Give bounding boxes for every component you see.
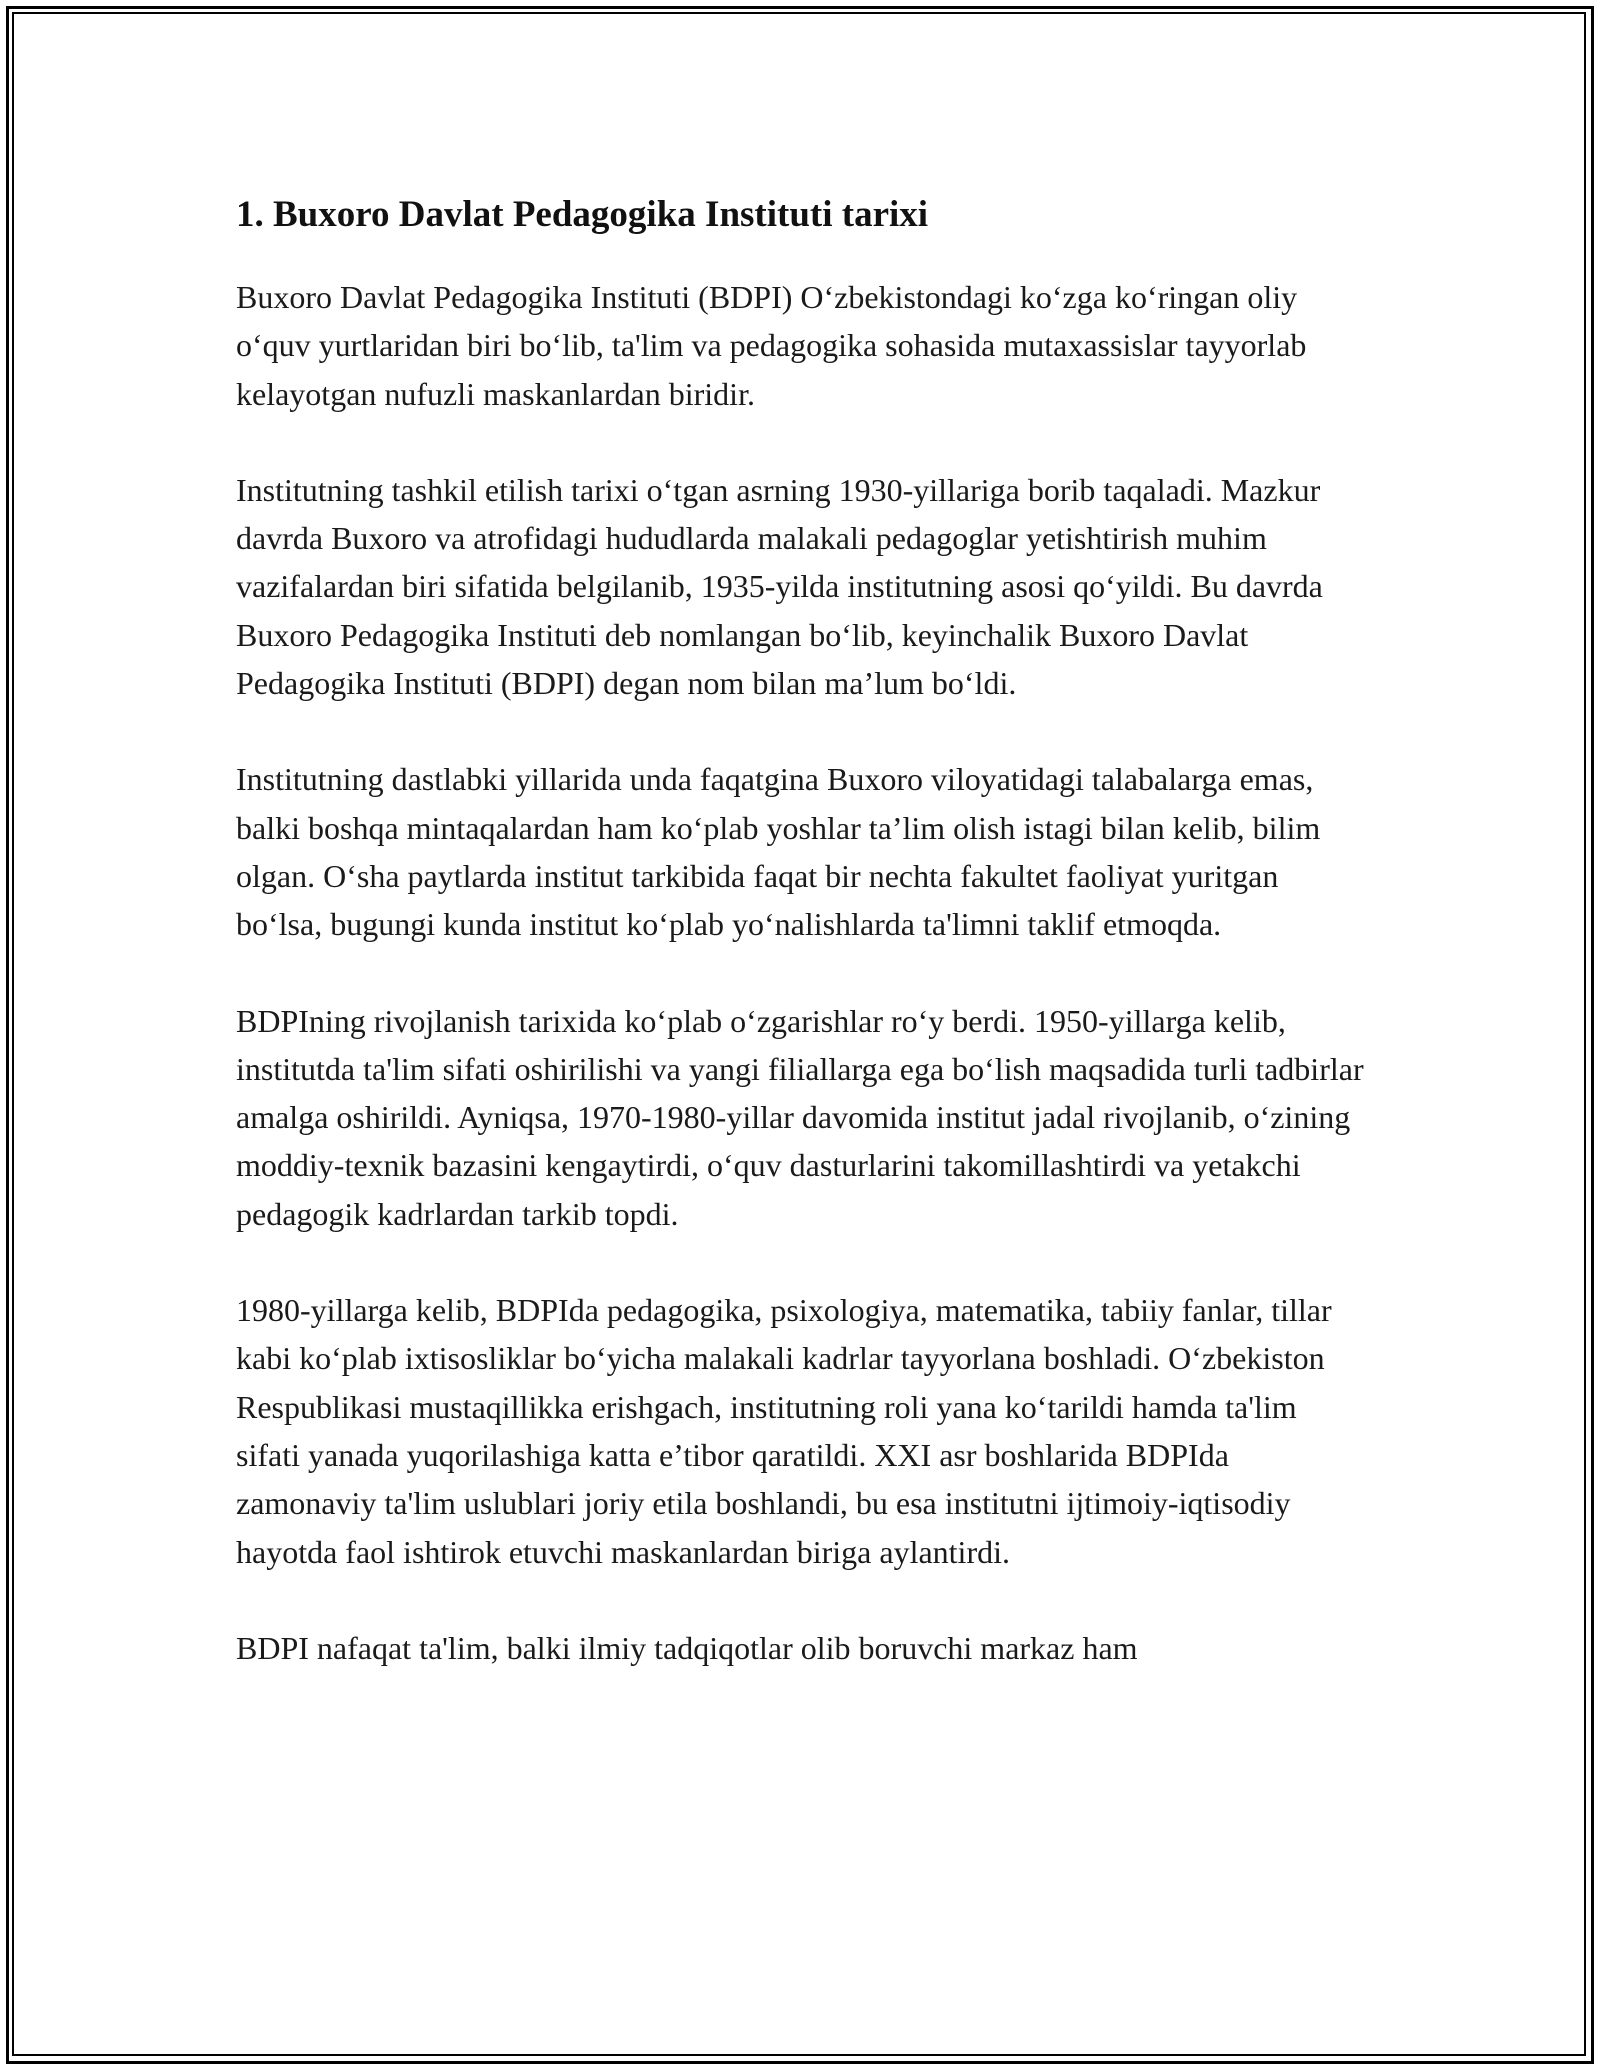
paragraph-founding: Institutning tashkil etilish tarixi o‘tgan asrning 1930-yillariga borib taqaladi. Mazkur davrda Buxoro va atrofidagi hududlarda malakali pedagoglar yetishtirish muhim vazifalardan biri sifatida belgilanib, 1935-yilda institutning asosi qo‘yildi. Bu davrda Buxoro Pedagogika Instituti deb nomlangan bo‘lib, keyinchalik Buxoro Davlat Pedagogika Instituti (BDPI) degan nom bilan ma’lum bo‘ldi.	[236, 471, 1323, 702]
paragraph-independence: 1980-yillarga kelib, BDPIda pedagogika, psixologiya, matematika, tabiiy fanlar, tillar kabi ko‘plab ixtisosliklar bo‘yicha malakali kadrlar tayyorlana boshladi. O‘zbekiston Respublikasi mustaqillikka erishgach, institutning roli yana ko‘tarildi hamda ta'lim sifati yanada yuqorilashiga katta e’tibor qaratildi. XXI asr boshlarida BDPIda zamonaviy ta'lim uslublari joriy etila boshlandi, bu esa institutni ijtimoiy-iqtisodiy hayotda faol ishtirok etuvchi maskanlardan biriga aylantirdi.	[236, 1292, 1332, 1570]
paragraph-intro: Buxoro Davlat Pedagogika Instituti (BDPI) O‘zbekistondagi ko‘zga ko‘ringan oliy o‘quv yurtlaridan biri bo‘lib, ta'lim va pedagogika sohasida mutaxassislar tayyorlab kelayotgan nufuzli maskanlardan biridir.	[236, 279, 1307, 412]
paragraph-early-years: Institutning dastlabki yillarida unda faqatgina Buxoro viloyatidagi talabalarga emas, balki boshqa mintaqalardan ham ko‘plab yoshlar ta’lim olish istagi bilan kelib, bilim olgan. O‘sha paytlarda institut tarkibida faqat bir nechta fakultet faoliyat yuritgan bo‘lsa, bugungi kunda institut ko‘plab yo‘nalishlarda ta'limni taklif etmoqda.	[236, 761, 1321, 943]
section-heading: 1. Buxoro Davlat Pedagogika Instituti tarixi	[236, 194, 929, 235]
paragraph-research: BDPI nafaqat ta'lim, balki ilmiy tadqiqotlar olib boruvchi markaz ham	[236, 1629, 1138, 1666]
document-body	[236, 185, 1366, 1720]
paragraph-development: BDPIning rivojlanish tarixida ko‘plab o‘zgarishlar ro‘y berdi. 1950-yillarga kelib, institutda ta'lim sifati oshirilishi va yangi filiallarga ega bo‘lish maqsadida turli tadbirlar amalga oshirildi. Ayniqsa, 1970-1980-yillar davomida institut jadal rivojlanib, o‘zining moddiy-texnik bazasini kengaytirdi, o‘quv dasturlarini takomillashtirdi va yetakchi pedagogik kadrlardan tarkib topdi.	[236, 1002, 1364, 1232]
